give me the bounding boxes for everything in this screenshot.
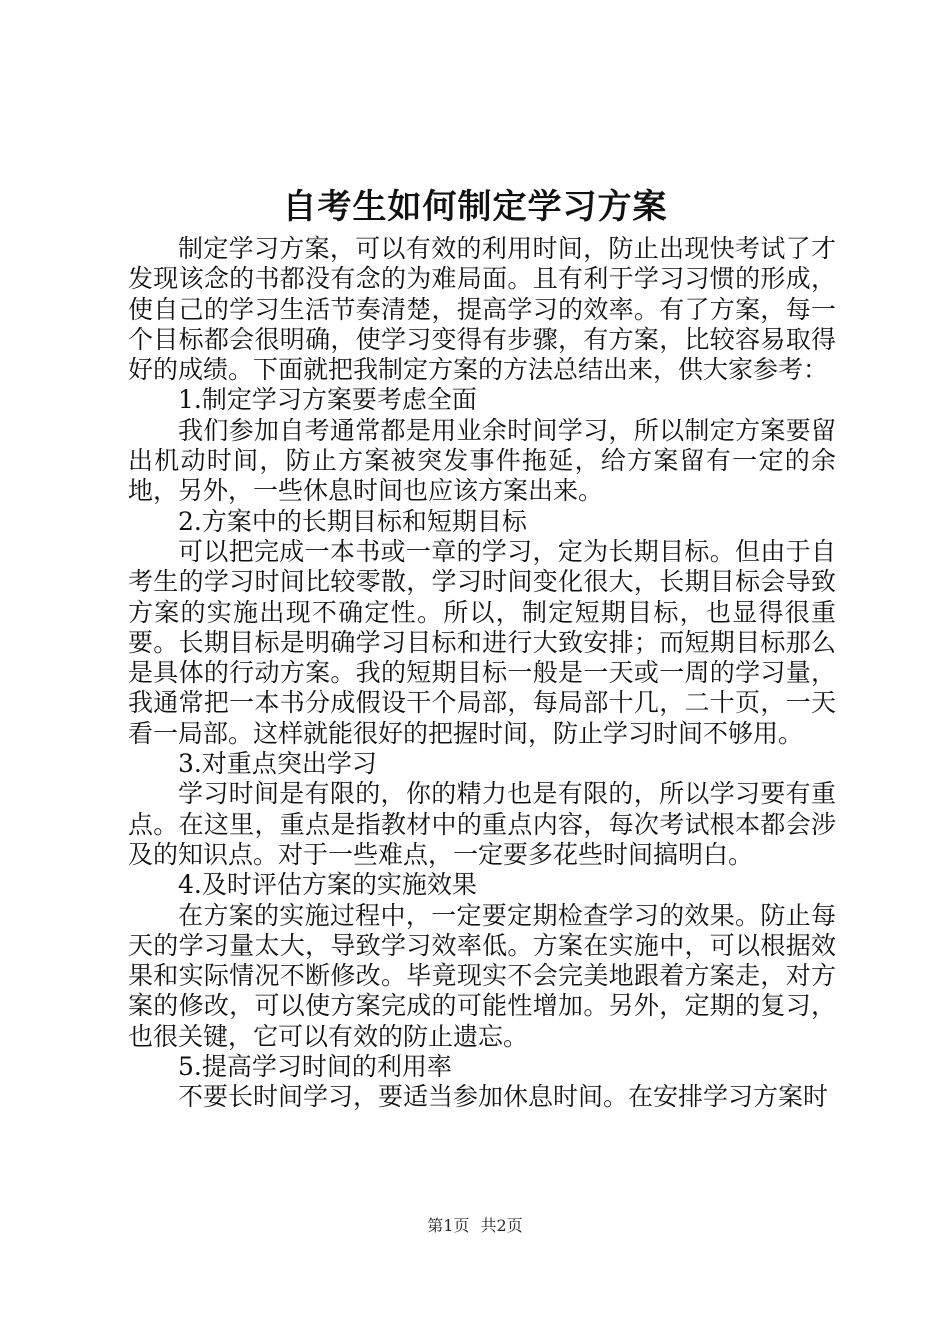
paragraph-section-3: 学习时间是有限的，你的精力也是有限的，所以学习要有重点。在这里，重点是指教材中的重点内容，每次考试根本都会涉及的知识点。对于一些难点，一定要多花些时间搞明白。 bbox=[128, 779, 836, 869]
section-heading-3: 3.对重点突出学习 bbox=[178, 749, 377, 779]
paragraph-section-2: 可以把完成一本书或一章的学习，定为长期目标。但由于自考生的学习时间比较零散，学习时间变化很大，长期目标会导致方案的实施出现不确定性。所以，制定短期目标，也显得很重要。长期目标是明确学习目标和进行大致安排；而短期目标那么是具体的行动方案。我的短期目标一般是一天或一周的学习量，我通常把一本书分成假设干个局部，每局部十几，二十页，一天看一局部。这样就能很好的把握时间，防止学习时间不够用。 bbox=[128, 536, 836, 748]
paragraph-section-1: 我们参加自考通常都是用业余时间学习，所以制定方案要留出机动时间，防止方案被突发事件拖延，给方案留有一定的余地，另外，一些休息时间也应该方案出来。 bbox=[128, 415, 836, 506]
page-footer bbox=[0, 1215, 950, 1237]
section-heading-5: 5.提高学习时间的利用率 bbox=[178, 1052, 452, 1082]
paragraph-section-5: 不要长时间学习，要适当参加休息时间。在安排学习方案时 bbox=[178, 1082, 829, 1112]
section-heading-1: 1.制定学习方案要考虑全面 bbox=[178, 385, 477, 415]
document-title: 自考生如何制定学习方案 bbox=[282, 187, 668, 227]
page-number: 第1页 bbox=[427, 1216, 470, 1235]
section-heading-2: 2.方案中的长期目标和短期目标 bbox=[178, 506, 527, 536]
page-total: 共2页 bbox=[480, 1216, 523, 1235]
paragraph-section-4: 在方案的实施过程中，一定要定期检查学习的效果。防止每天的学习量太大，导致学习效率低。方案在实施中，可以根据效果和实际情况不断修改。毕竟现实不会完美地跟着方案走，对方案的修改，可以使方案完成的可能性增加。另外，定期的复习，也很关键，它可以有效的防止遗忘。 bbox=[128, 900, 836, 1051]
paragraph-intro: 制定学习方案，可以有效的利用时间，防止出现快考试了才发现该念的书都没有念的为难局面。且有利于学习习惯的形成，使自己的学习生活节奏清楚，提高学习的效率。有了方案，每一个目标都会很明确，使学习变得有步骤，有方案，比较容易取得好的成绩。下面就把我制定方案的方法总结出来，供大家参考： bbox=[128, 234, 836, 385]
document-body bbox=[128, 234, 836, 1113]
section-heading-4: 4.及时评估方案的实施效果 bbox=[178, 870, 477, 900]
